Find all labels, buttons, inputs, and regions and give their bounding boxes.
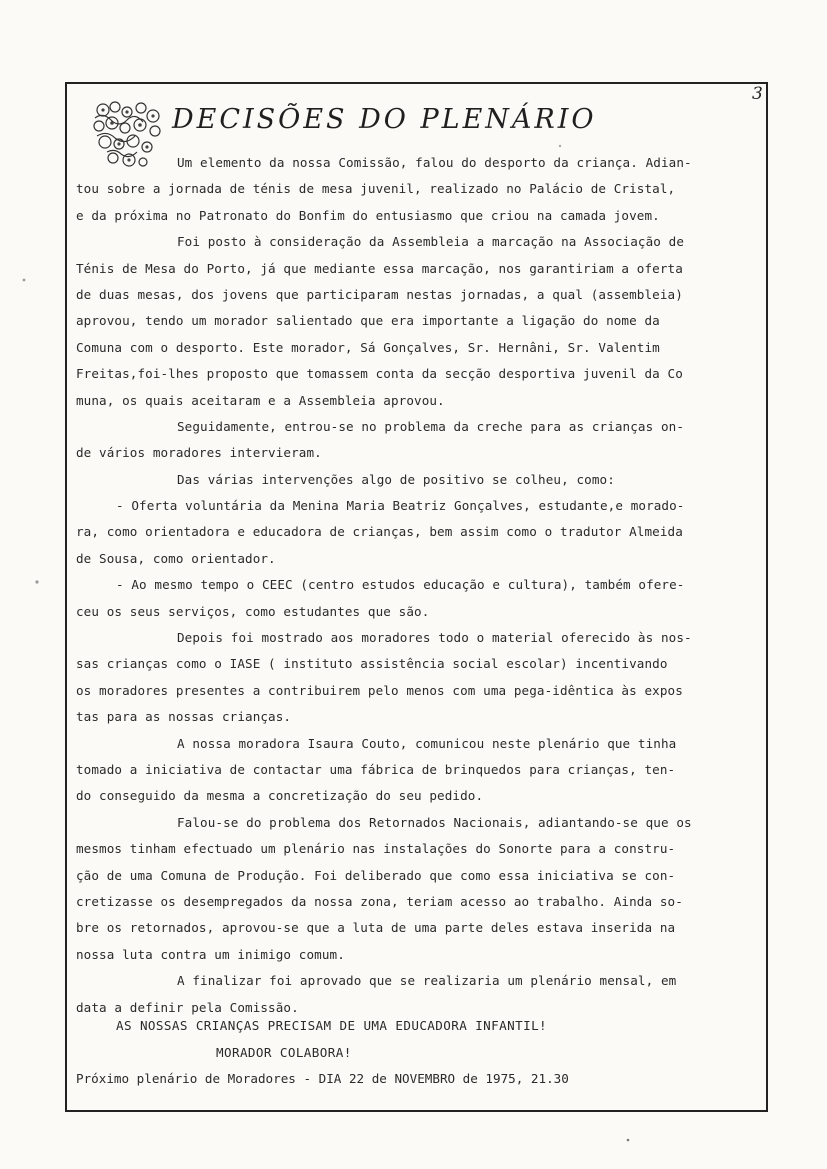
paragraph-line: de vários moradores intervieram. [76,445,322,461]
paragraph-line: ção de uma Comuna de Produção. Foi deliberado que como essa iniciativa se con- [76,867,676,883]
paragraph-line: aprovou, tendo um morador salientado que era importante a ligação do nome da [76,313,660,329]
paragraph-line: os moradores presentes a contribuirem pelo menos com uma pega-idêntica às expos [76,682,683,698]
paragraph-line: tou sobre a jornada de ténis de mesa juvenil, realizado no Palácio de Cristal, [76,181,676,197]
paragraph-line: do conseguido da mesma a concretização do seu pedido. [76,788,484,804]
paragraph-line: Depois foi mostrado aos moradores todo o material oferecido às nos- [177,630,692,646]
paragraph-line: tas para as nossas crianças. [76,709,292,725]
page-number: 3 [752,84,763,104]
paragraph-line: Freitas,foi-lhes proposto que tomassem conta da secção desportiva juvenil da Co [76,366,683,382]
paragraph-line: e da próxima no Patronato do Bonfim do entusiasmo que criou na camada jovem. [76,207,660,223]
page-title: DECISÕES DO PLENÁRIO [172,104,597,135]
paragraph-line: Comuna com o desporto. Este morador, Sá Gonçalves, Sr. Hernâni, Sr. Valentim [76,339,660,355]
paragraph-line: nossa luta contra um inimigo comum. [76,946,345,962]
paragraph-line: A finalizar foi aprovado que se realizaria um plenário mensal, em [177,973,677,989]
minutes-body [76,150,766,1021]
paragraph-line: Falou-se do problema dos Retornados Nacionais, adiantando-se que os [177,814,692,830]
paragraph-line: Um elemento da nossa Comissão, falou do desporto da criança. Adian- [177,155,692,170]
paragraph-line: Foi posto à consideração da Assembleia a marcação na Associação de [177,234,685,250]
paragraph-line: bre os retornados, aprovou-se que a luta de uma parte deles estava inserida na [76,920,676,936]
paragraph-line: - Oferta voluntária da Menina Maria Beatriz Gonçalves, estudante,e morado- [116,498,685,514]
paragraph-line: Das várias intervenções algo de positivo se colheu, como: [177,471,615,487]
paragraph-line: ra, como orientadora e educadora de crianças, bem assim como o tradutor Almeida [76,524,683,540]
slogan-line-1: AS NOSSAS CRIANÇAS PRECISAM DE UMA EDUCADORA INFANTIL! [116,1018,548,1033]
paragraph-line: sas crianças como o IASE ( instituto assistência social escolar) incentivando [76,656,668,672]
paragraph-line: cretizasse os desempregados da nossa zona, teriam acesso ao trabalho. Ainda so- [76,893,683,909]
paragraph-line: de duas mesas, dos jovens que participaram nestas jornadas, a qual (assembleia) [76,286,683,302]
paragraph-line: A nossa moradora Isaura Couto, comunicou neste plenário que tinha [177,735,677,751]
slogan-line-2: MORADOR COLABORA! [216,1045,352,1060]
next-meeting-note: Próximo plenário de Moradores - DIA 22 de NOVEMBRO de 1975, 21.30 [76,1071,569,1086]
paragraph-line: muna, os quais aceitaram e a Assembleia aprovou. [76,392,445,408]
paragraph-line: data a definir pela Comissão. [76,999,299,1015]
paragraph-line: Ténis de Mesa do Porto, já que mediante essa marcação, nos garantiriam a oferta [76,260,683,276]
paragraph-line: de Sousa, como orientador. [76,550,276,566]
paragraph-line: Seguidamente, entrou-se no problema da creche para as crianças on- [177,418,685,434]
paragraph-line: mesmos tinham efectuado um plenário nas instalações do Sonorte para a constru- [76,841,676,857]
paragraph-line: - Ao mesmo tempo o CEEC (centro estudos educação e cultura), também ofere- [116,577,685,593]
paragraph-line: ceu os seus serviços, como estudantes que são. [76,603,430,619]
paragraph-line: tomado a iniciativa de contactar uma fábrica de brinquedos para crianças, ten- [76,761,676,777]
